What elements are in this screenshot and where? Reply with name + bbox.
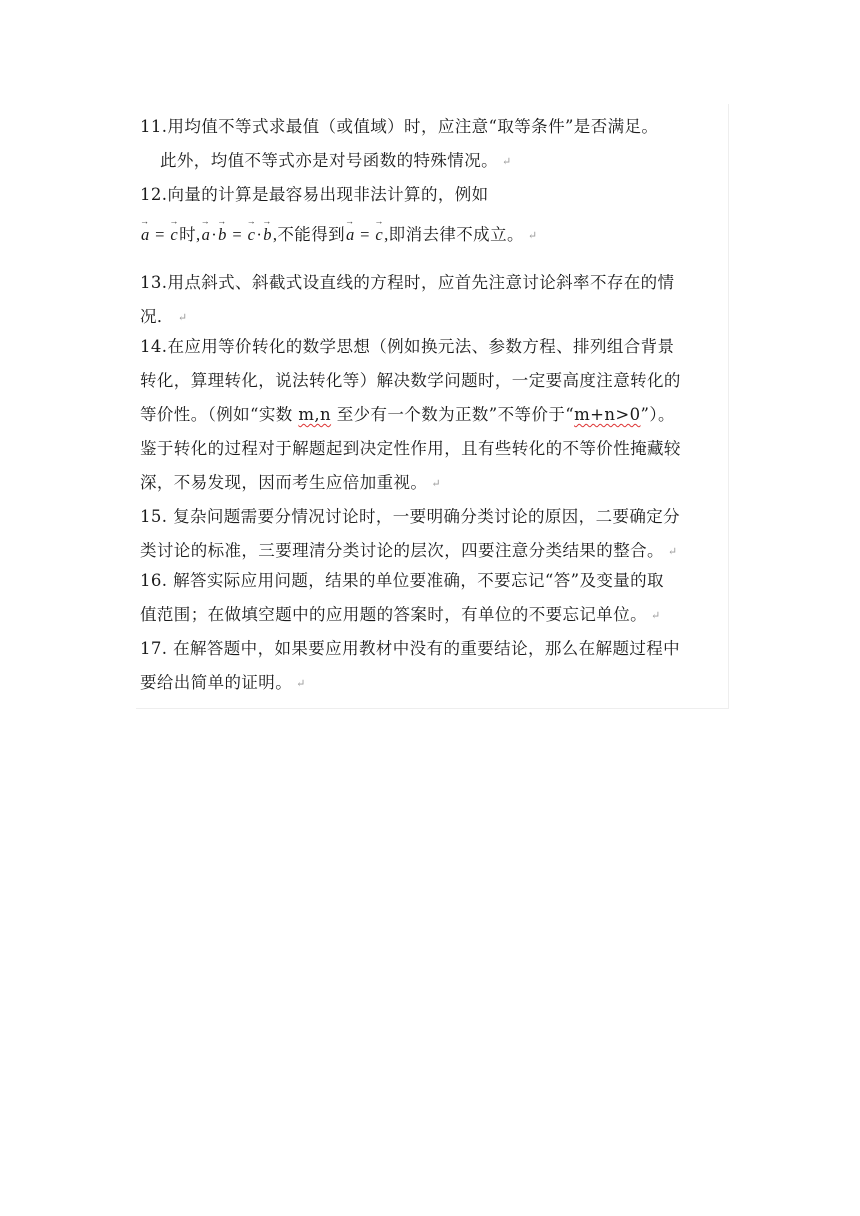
vector-c: → c (247, 220, 257, 250)
spellcheck-underlined-text: m+n>0 (574, 405, 641, 424)
line-text: 况． (140, 307, 174, 326)
line-text: 此外，均值不等式亦是对号函数的特殊情况。 (160, 151, 498, 170)
paragraph-mark-icon: ↵ (651, 608, 661, 622)
dot-sign: · (211, 225, 218, 244)
text-line-12 (140, 180, 489, 210)
text-line-13b (140, 302, 187, 332)
line-text: 鉴于转化的过程对于解题起到决定性作用，且有些转化的不等价性掩藏较 (140, 439, 681, 458)
dot-sign: · (256, 225, 263, 244)
vector-c: → c (374, 220, 384, 250)
vector-b: → b (262, 220, 273, 250)
line-text: 16. 解答实际应用问题，结果的单位要准确，不要忘记“答”及变量的取 (140, 571, 664, 590)
equals-sign: = (355, 225, 375, 244)
vector-a: → a (140, 220, 151, 250)
paragraph-mark-icon: ↵ (296, 676, 306, 690)
line-text: 转化，算理转化，说法转化等）解决数学问题时，一定要高度注意转化的 (140, 371, 681, 390)
text-line-14e (140, 468, 441, 498)
line-text: 等价性。（例如“实数 (140, 405, 299, 424)
text-line-17 (140, 634, 680, 664)
line-text: 深，不易发现，因而考生应倍加重视。 (140, 473, 428, 492)
spellcheck-underlined-text: m,n (298, 405, 332, 424)
line-text: 值范围；在做填空题中的应用题的答案时，有单位的不要忘记单位。 (140, 605, 647, 624)
paragraph-mark-icon: ↵ (527, 230, 538, 243)
equals-sign: = (227, 225, 247, 244)
equals-sign: = (150, 225, 170, 244)
text-line-11b (160, 146, 512, 176)
line-text: ”）。 (640, 405, 675, 424)
line-text: 要给出简单的证明。 (140, 673, 293, 692)
vector-b: → b (217, 220, 228, 250)
text-line-11 (140, 112, 658, 142)
line-text: 12.向量的计算是最容易出现非法计算的，例如 (140, 185, 489, 204)
text-line-14 (140, 332, 674, 362)
math-line-vectors (140, 220, 538, 250)
text-line-15b (140, 536, 678, 566)
vector-a: → a (201, 220, 212, 250)
line-text: 至少有一个数为正数”不等价于“ (331, 405, 575, 424)
text-line-16 (140, 566, 664, 596)
text-line-16b (140, 600, 661, 630)
document-page (136, 104, 729, 709)
text-line-14c (140, 400, 675, 430)
text-line-14b (140, 366, 681, 396)
paragraph-mark-icon: ↵ (177, 310, 188, 324)
math-text: ,不能得到 (272, 225, 345, 244)
line-text: 15. 复杂问题需要分情况讨论时，一要明确分类讨论的原因，二要确定分 (140, 507, 681, 526)
vector-c: → c (169, 220, 179, 250)
text-line-13 (140, 268, 674, 298)
line-text: 14.在应用等价转化的数学思想（例如换元法、参数方程、排列组合背景 (140, 337, 675, 356)
paragraph-mark-icon: ↵ (667, 544, 678, 558)
line-text: 13.用点斜式、斜截式设直线的方程时，应首先注意讨论斜率不存在的情 (140, 273, 675, 292)
line-text: 17. 在解答题中，如果要应用教材中没有的重要结论，那么在解题过程中 (140, 639, 681, 658)
line-text: 11.用均值不等式求最值（或值域）时，应注意“取等条件”是否满足。 (140, 117, 659, 136)
line-text: 类讨论的标准，三要理清分类讨论的层次，四要注意分类结果的整合。 (140, 541, 664, 560)
vector-a: → a (345, 220, 356, 250)
math-text: ,即消去律不成立。 (384, 225, 524, 244)
text-line-17b (140, 668, 306, 698)
text-line-15 (140, 502, 680, 532)
text-line-14d (140, 434, 681, 464)
paragraph-mark-icon: ↵ (502, 154, 512, 168)
math-text: 时, (179, 225, 201, 244)
paragraph-mark-icon: ↵ (431, 476, 441, 490)
